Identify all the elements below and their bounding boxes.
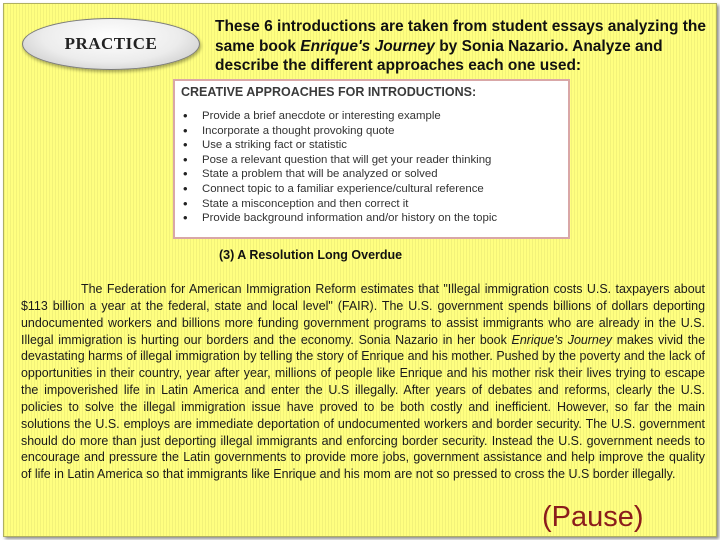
intro-text-start: These 6 introductions are taken from student essays analyzing the same book	[215, 18, 706, 55]
approach-item: • Incorporate a thought provoking quote	[181, 124, 562, 139]
approaches-title: CREATIVE APPROACHES FOR INTRODUCTIONS:	[181, 85, 477, 99]
essay-book-title: Enrique's Journey	[511, 332, 612, 347]
intro-book-title: Enrique's Journey	[300, 37, 435, 55]
practice-badge	[22, 18, 200, 70]
essay-paragraph	[21, 281, 705, 483]
approach-item: • Pose a relevant question that will get your reader thinking	[181, 153, 562, 168]
approach-item: • State a problem that will be analyzed or solved	[181, 167, 562, 182]
approach-item: • Use a striking fact or statistic	[181, 138, 562, 153]
approach-item: • Provide a brief anecdote or interesting example	[181, 109, 562, 124]
slide	[3, 3, 717, 537]
essay-title: (3) A Resolution Long Overdue	[219, 248, 403, 262]
approaches-list	[181, 109, 562, 226]
creative-approaches-box	[173, 79, 570, 239]
intro-instructions	[215, 17, 710, 76]
pause-label: (Pause)	[542, 501, 644, 533]
approach-item: • State a misconception and then correct it	[181, 197, 562, 212]
approach-item: • Provide background information and/or history on the topic	[181, 211, 562, 226]
essay-text-part2: makes vivid the devastating harms of illegal immigration by telling the story of Enrique and his mother. Pushed by the poverty and the lack of opportunities in their country, year after year, millions of people like Enrique and his mother risk their lives trying to escape the impoverished life in Latin America and enter the U.S illegally. After years of debates and reforms, clearly the U.S. policies to solve the illegal immigration issue have proved to be both costly and inefficient. However, so far the main solutions the U.S. employs are immediate deportation of undocumented workers and border security. The U.S. government should do more than just deporting illegal immigrants and enforcing border security. Instead the U.S. government needs to encourage and pressure the Latin governments to provide more jobs, government assistance and help improve the quality of life in Latin America so that immigrants like Enrique and his mom are not so pressed to cross the U.S border illegally.	[21, 332, 705, 482]
essay-text-part1: The Federation for American Immigration Reform estimates that "Illegal immigration costs U.S. taxpayers about $113 billion a year at the federal, state and local level" (FAIR). The U.S. government spends billions of dollars deporting undocumented workers and billions more funding government programs to assist immigrants who are already in the U.S. Illegal immigration is hurting our borders and the economy. Sonia Nazario in her book	[21, 282, 705, 347]
approach-item: • Connect topic to a familiar experience/cultural reference	[181, 182, 562, 197]
practice-badge-label: PRACTICE	[64, 34, 158, 53]
intro-text-end: by Sonia Nazario. Analyze and describe the different approaches each one used:	[215, 37, 663, 74]
